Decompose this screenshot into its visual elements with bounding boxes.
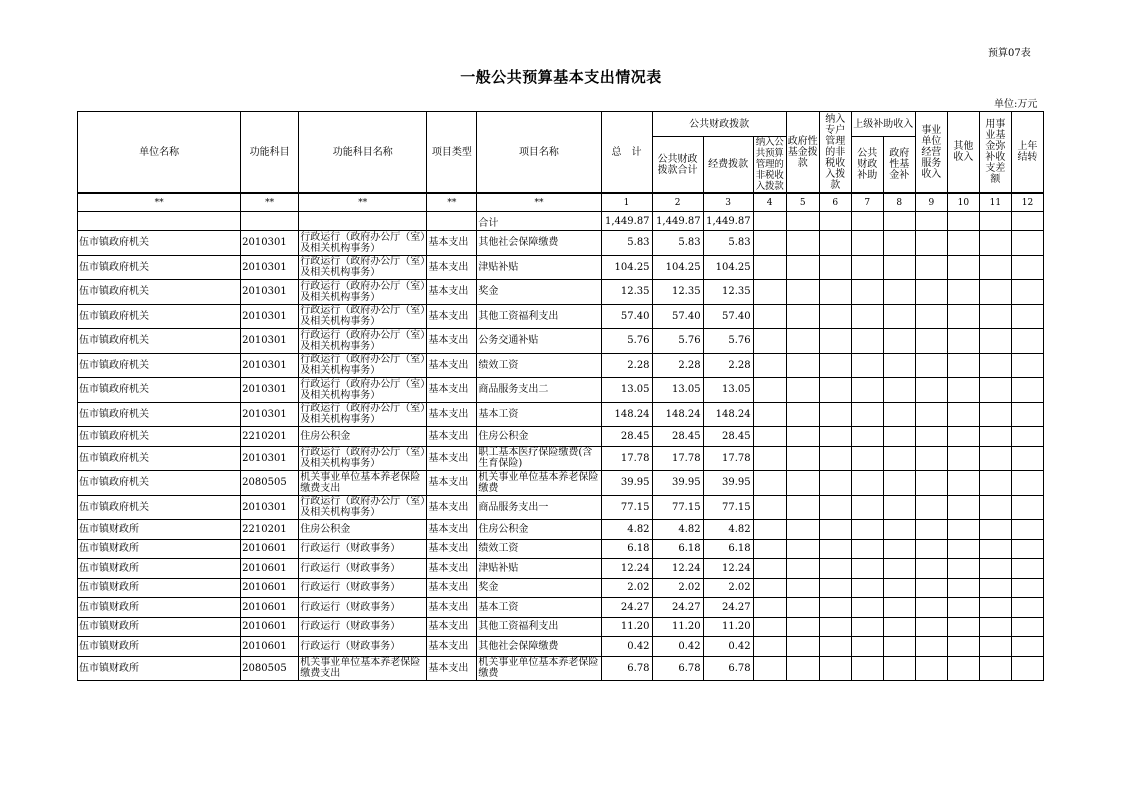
cell-expense: 5.76 [703, 329, 753, 354]
cell-total: 104.25 [601, 255, 652, 280]
cell-public-sum: 39.95 [652, 471, 703, 496]
cell-project-type: 基本支出 [427, 446, 477, 471]
cell-project-name: 机关事业单位基本养老保险缴费 [477, 471, 601, 496]
table-row [78, 617, 1044, 637]
cell-unit: 伍市镇财政所 [78, 598, 241, 618]
cell-project-name: 职工基本医疗保险缴费(含生育保险) [477, 446, 601, 471]
column-code: 5 [786, 193, 819, 212]
cell-project-type: 基本支出 [427, 617, 477, 637]
cell-total: 148.24 [601, 402, 652, 427]
cell-func-name: 机关事业单位基本养老保险缴费支出 [299, 656, 427, 681]
cell-expense: 28.45 [703, 427, 753, 447]
cell-expense: 5.83 [703, 231, 753, 256]
cell-expense: 13.05 [703, 378, 753, 403]
cell-project-type: 基本支出 [427, 353, 477, 378]
unit-label: 单位:万元 [994, 99, 1038, 110]
cell-public-sum: 24.27 [652, 598, 703, 618]
column-code: 8 [883, 193, 915, 212]
cell-public-sum: 17.78 [652, 446, 703, 471]
cell-func-code: 2010601 [241, 617, 299, 637]
cell-unit: 伍市镇财政所 [78, 520, 241, 540]
header-institution-income: 事业单位经营服务收入 [915, 112, 947, 194]
cell-expense: 6.18 [703, 539, 753, 559]
cell-project-type: 基本支出 [427, 471, 477, 496]
table-row [78, 329, 1044, 354]
header-superior-subsidy: 上级补助收入 [851, 112, 915, 137]
column-code: ** [78, 193, 241, 212]
cell-project-name: 其他工资福利支出 [477, 304, 601, 329]
cell-public-sum: 6.18 [652, 539, 703, 559]
cell-func-name: 住房公积金 [299, 427, 427, 447]
column-code: ** [477, 193, 601, 212]
cell-func-code: 2010601 [241, 598, 299, 618]
cell-total: 6.78 [601, 656, 652, 681]
cell-public-sum: 57.40 [652, 304, 703, 329]
cell-func-name: 行政运行（政府办公厅（室）及相关机构事务） [300, 231, 426, 254]
total-expense: 1,449.87 [703, 212, 753, 231]
cell-func-code: 2010301 [241, 304, 299, 329]
cell-project-name: 奖金 [477, 280, 601, 305]
cell-public-sum: 12.35 [652, 280, 703, 305]
cell-project-name: 津贴补贴 [477, 559, 601, 579]
cell-func-name: 行政运行（政府办公厅（室）及相关机构事务） [300, 256, 426, 279]
cell-unit: 伍市镇财政所 [78, 656, 241, 681]
cell-project-type: 基本支出 [427, 637, 477, 657]
cell-project-type: 基本支出 [427, 280, 477, 305]
cell-project-type: 基本支出 [427, 495, 477, 520]
cell-func-name: 行政运行（政府办公厅（室）及相关机构事务） [300, 329, 426, 352]
cell-func-name: 机关事业单位基本养老保险缴费支出 [299, 471, 427, 496]
cell-func-name: 行政运行（政府办公厅（室）及相关机构事务） [300, 378, 426, 401]
header-superior-public: 公共财政补助 [851, 137, 883, 194]
cell-project-type: 基本支出 [427, 329, 477, 354]
cell-total: 5.83 [601, 231, 652, 256]
cell-total: 24.27 [601, 598, 652, 618]
cell-unit: 伍市镇政府机关 [78, 471, 241, 496]
cell-total: 5.76 [601, 329, 652, 354]
cell-public-sum: 148.24 [652, 402, 703, 427]
cell-public-sum: 77.15 [652, 495, 703, 520]
cell-func-name: 行政运行（财政事务） [299, 637, 427, 657]
cell-project-name: 奖金 [477, 578, 601, 598]
page-title: 一般公共预算基本支出情况表 [460, 68, 662, 86]
cell-func-name: 行政运行（财政事务） [299, 539, 427, 559]
column-code: 6 [819, 193, 851, 212]
cell-expense: 12.24 [703, 559, 753, 579]
cell-unit: 伍市镇财政所 [78, 637, 241, 657]
cell-expense: 6.78 [703, 656, 753, 681]
header-project-name: 项目名称 [477, 112, 601, 194]
cell-func-code: 2080505 [241, 471, 299, 496]
cell-project-type: 基本支出 [427, 656, 477, 681]
cell-project-type: 基本支出 [427, 402, 477, 427]
cell-project-name: 绩效工资 [477, 353, 601, 378]
cell-total: 2.02 [601, 578, 652, 598]
table-row [78, 539, 1044, 559]
cell-expense: 12.35 [703, 280, 753, 305]
cell-project-name: 住房公积金 [477, 427, 601, 447]
cell-func-code: 2010301 [241, 280, 299, 305]
table-row [78, 656, 1044, 681]
cell-func-name: 行政运行（政府办公厅（室）及相关机构事务） [300, 354, 426, 377]
cell-func-code: 2010301 [241, 446, 299, 471]
cell-project-type: 基本支出 [427, 598, 477, 618]
cell-project-type: 基本支出 [427, 231, 477, 256]
header-superior-gov-fund: 政府性基金补 [883, 137, 915, 194]
table-header [78, 112, 1044, 231]
cell-unit: 伍市镇政府机关 [78, 280, 241, 305]
header-expense-fund: 经费拨款 [703, 137, 753, 194]
header-func-code: 功能科目 [241, 112, 299, 194]
table-body [78, 231, 1044, 681]
cell-total: 2.28 [601, 353, 652, 378]
cell-expense: 24.27 [703, 598, 753, 618]
table-row [78, 495, 1044, 520]
budget-table [77, 111, 1044, 681]
cell-unit: 伍市镇政府机关 [78, 353, 241, 378]
table-row [78, 598, 1044, 618]
cell-total: 12.35 [601, 280, 652, 305]
cell-func-code: 2010601 [241, 539, 299, 559]
cell-func-name: 行政运行（财政事务） [299, 578, 427, 598]
cell-unit: 伍市镇政府机关 [78, 378, 241, 403]
cell-project-name: 其他社会保障缴费 [477, 231, 601, 256]
table-row [78, 637, 1044, 657]
table-row [78, 280, 1044, 305]
cell-expense: 4.82 [703, 520, 753, 540]
cell-project-name: 绩效工资 [477, 539, 601, 559]
cell-expense: 2.02 [703, 578, 753, 598]
cell-project-type: 基本支出 [427, 559, 477, 579]
cell-total: 4.82 [601, 520, 652, 540]
cell-func-code: 2010301 [241, 255, 299, 280]
column-code: 7 [851, 193, 883, 212]
cell-project-type: 基本支出 [427, 255, 477, 280]
cell-func-code: 2210201 [241, 427, 299, 447]
cell-project-type: 基本支出 [427, 427, 477, 447]
column-code: 12 [1011, 193, 1043, 212]
table-row [78, 304, 1044, 329]
header-special-account: 纳入专户管理的非税收入拨款 [819, 112, 851, 194]
header-other-income: 其他收入 [947, 112, 979, 194]
cell-expense: 57.40 [703, 304, 753, 329]
cell-public-sum: 2.02 [652, 578, 703, 598]
column-code: 4 [753, 193, 786, 212]
cell-project-name: 住房公积金 [477, 520, 601, 540]
cell-public-sum: 5.83 [652, 231, 703, 256]
cell-func-code: 2010301 [241, 402, 299, 427]
cell-project-name: 公务交通补贴 [477, 329, 601, 354]
cell-expense: 17.78 [703, 446, 753, 471]
table-row [78, 520, 1044, 540]
header-public-fiscal-sum: 公共财政拨款合计 [652, 137, 703, 194]
cell-expense: 77.15 [703, 495, 753, 520]
cell-project-name: 机关事业单位基本养老保险缴费 [477, 656, 601, 681]
cell-func-code: 2210201 [241, 520, 299, 540]
column-code: ** [299, 193, 427, 212]
cell-total: 11.20 [601, 617, 652, 637]
cell-project-name: 商品服务支出二 [477, 378, 601, 403]
cell-public-sum: 11.20 [652, 617, 703, 637]
cell-project-name: 津贴补贴 [477, 255, 601, 280]
cell-func-code: 2010601 [241, 637, 299, 657]
cell-project-name: 商品服务支出一 [477, 495, 601, 520]
header-make-up-deficit: 用事业基金弥补收支差额 [979, 112, 1011, 194]
cell-total: 0.42 [601, 637, 652, 657]
cell-total: 28.45 [601, 427, 652, 447]
total-public-sum: 1,449.87 [652, 212, 703, 231]
cell-unit: 伍市镇政府机关 [78, 255, 241, 280]
header-project-type: 项目类型 [427, 112, 477, 194]
table-row [78, 427, 1044, 447]
cell-unit: 伍市镇政府机关 [78, 446, 241, 471]
cell-public-sum: 28.45 [652, 427, 703, 447]
cell-func-name: 住房公积金 [299, 520, 427, 540]
cell-project-name: 其他工资福利支出 [477, 617, 601, 637]
cell-unit: 伍市镇政府机关 [78, 329, 241, 354]
column-code: 11 [979, 193, 1011, 212]
cell-func-name: 行政运行（财政事务） [299, 617, 427, 637]
cell-expense: 104.25 [703, 255, 753, 280]
cell-func-code: 2010301 [241, 495, 299, 520]
cell-public-sum: 12.24 [652, 559, 703, 579]
cell-project-type: 基本支出 [427, 578, 477, 598]
column-code: ** [427, 193, 477, 212]
cell-unit: 伍市镇财政所 [78, 559, 241, 579]
cell-unit: 伍市镇政府机关 [78, 231, 241, 256]
table-row [78, 231, 1044, 256]
table-row [78, 378, 1044, 403]
cell-func-name: 行政运行（政府办公厅（室）及相关机构事务） [300, 280, 426, 303]
cell-public-sum: 0.42 [652, 637, 703, 657]
column-code: 2 [652, 193, 703, 212]
cell-expense: 0.42 [703, 637, 753, 657]
cell-project-type: 基本支出 [427, 520, 477, 540]
cell-public-sum: 104.25 [652, 255, 703, 280]
header-public-fiscal: 公共财政拨款 [652, 112, 786, 137]
cell-project-type: 基本支出 [427, 539, 477, 559]
cell-unit: 伍市镇财政所 [78, 539, 241, 559]
cell-unit: 伍市镇政府机关 [78, 402, 241, 427]
cell-total: 17.78 [601, 446, 652, 471]
cell-func-name: 行政运行（政府办公厅（室）及相关机构事务） [300, 447, 426, 470]
cell-total: 12.24 [601, 559, 652, 579]
column-code: ** [241, 193, 299, 212]
table-row [78, 578, 1044, 598]
cell-func-code: 2010301 [241, 353, 299, 378]
cell-expense: 11.20 [703, 617, 753, 637]
header-unit-name: 单位名称 [78, 112, 241, 194]
cell-project-type: 基本支出 [427, 378, 477, 403]
column-code: 10 [947, 193, 979, 212]
header-func-name: 功能科目名称 [299, 112, 427, 194]
cell-func-name: 行政运行（政府办公厅（室）及相关机构事务） [300, 305, 426, 328]
cell-func-code: 2010601 [241, 578, 299, 598]
cell-unit: 伍市镇财政所 [78, 617, 241, 637]
column-code: 9 [915, 193, 947, 212]
table-row [78, 402, 1044, 427]
cell-func-name: 行政运行（财政事务） [299, 559, 427, 579]
cell-total: 13.05 [601, 378, 652, 403]
cell-total: 6.18 [601, 539, 652, 559]
cell-project-name: 其他社会保障缴费 [477, 637, 601, 657]
table-row [78, 255, 1044, 280]
header-nontax-income: 纳入公共预算管理的非税收入拨款 [753, 137, 786, 194]
cell-project-name: 基本工资 [477, 402, 601, 427]
total-row [78, 212, 1044, 231]
cell-public-sum: 5.76 [652, 329, 703, 354]
cell-func-code: 2010301 [241, 329, 299, 354]
cell-func-code: 2010301 [241, 378, 299, 403]
cell-func-name: 行政运行（政府办公厅（室）及相关机构事务） [300, 403, 426, 426]
cell-unit: 伍市镇政府机关 [78, 427, 241, 447]
header-total: 总 计 [601, 112, 652, 194]
cell-project-name: 基本工资 [477, 598, 601, 618]
cell-project-type: 基本支出 [427, 304, 477, 329]
cell-total: 77.15 [601, 495, 652, 520]
cell-unit: 伍市镇政府机关 [78, 495, 241, 520]
total-label: 合计 [477, 212, 601, 231]
cell-func-code: 2010301 [241, 231, 299, 256]
cell-total: 39.95 [601, 471, 652, 496]
column-code-row [78, 193, 1044, 212]
cell-unit: 伍市镇政府机关 [78, 304, 241, 329]
cell-expense: 148.24 [703, 402, 753, 427]
table-row [78, 446, 1044, 471]
header-carry-over: 上年结转 [1011, 112, 1043, 194]
cell-func-name: 行政运行（财政事务） [299, 598, 427, 618]
table-row [78, 353, 1044, 378]
form-number: 预算07表 [988, 48, 1031, 59]
column-code: 3 [703, 193, 753, 212]
cell-public-sum: 6.78 [652, 656, 703, 681]
cell-public-sum: 13.05 [652, 378, 703, 403]
cell-func-code: 2080505 [241, 656, 299, 681]
cell-func-name: 行政运行（政府办公厅（室）及相关机构事务） [300, 496, 426, 519]
column-code: 1 [601, 193, 652, 212]
table-row [78, 471, 1044, 496]
cell-unit: 伍市镇财政所 [78, 578, 241, 598]
cell-total: 57.40 [601, 304, 652, 329]
table-row [78, 559, 1044, 579]
cell-public-sum: 4.82 [652, 520, 703, 540]
cell-expense: 2.28 [703, 353, 753, 378]
cell-public-sum: 2.28 [652, 353, 703, 378]
cell-expense: 39.95 [703, 471, 753, 496]
cell-func-code: 2010601 [241, 559, 299, 579]
header-gov-fund: 政府性基金拨款 [786, 112, 819, 194]
total-amount: 1,449.87 [601, 212, 652, 231]
